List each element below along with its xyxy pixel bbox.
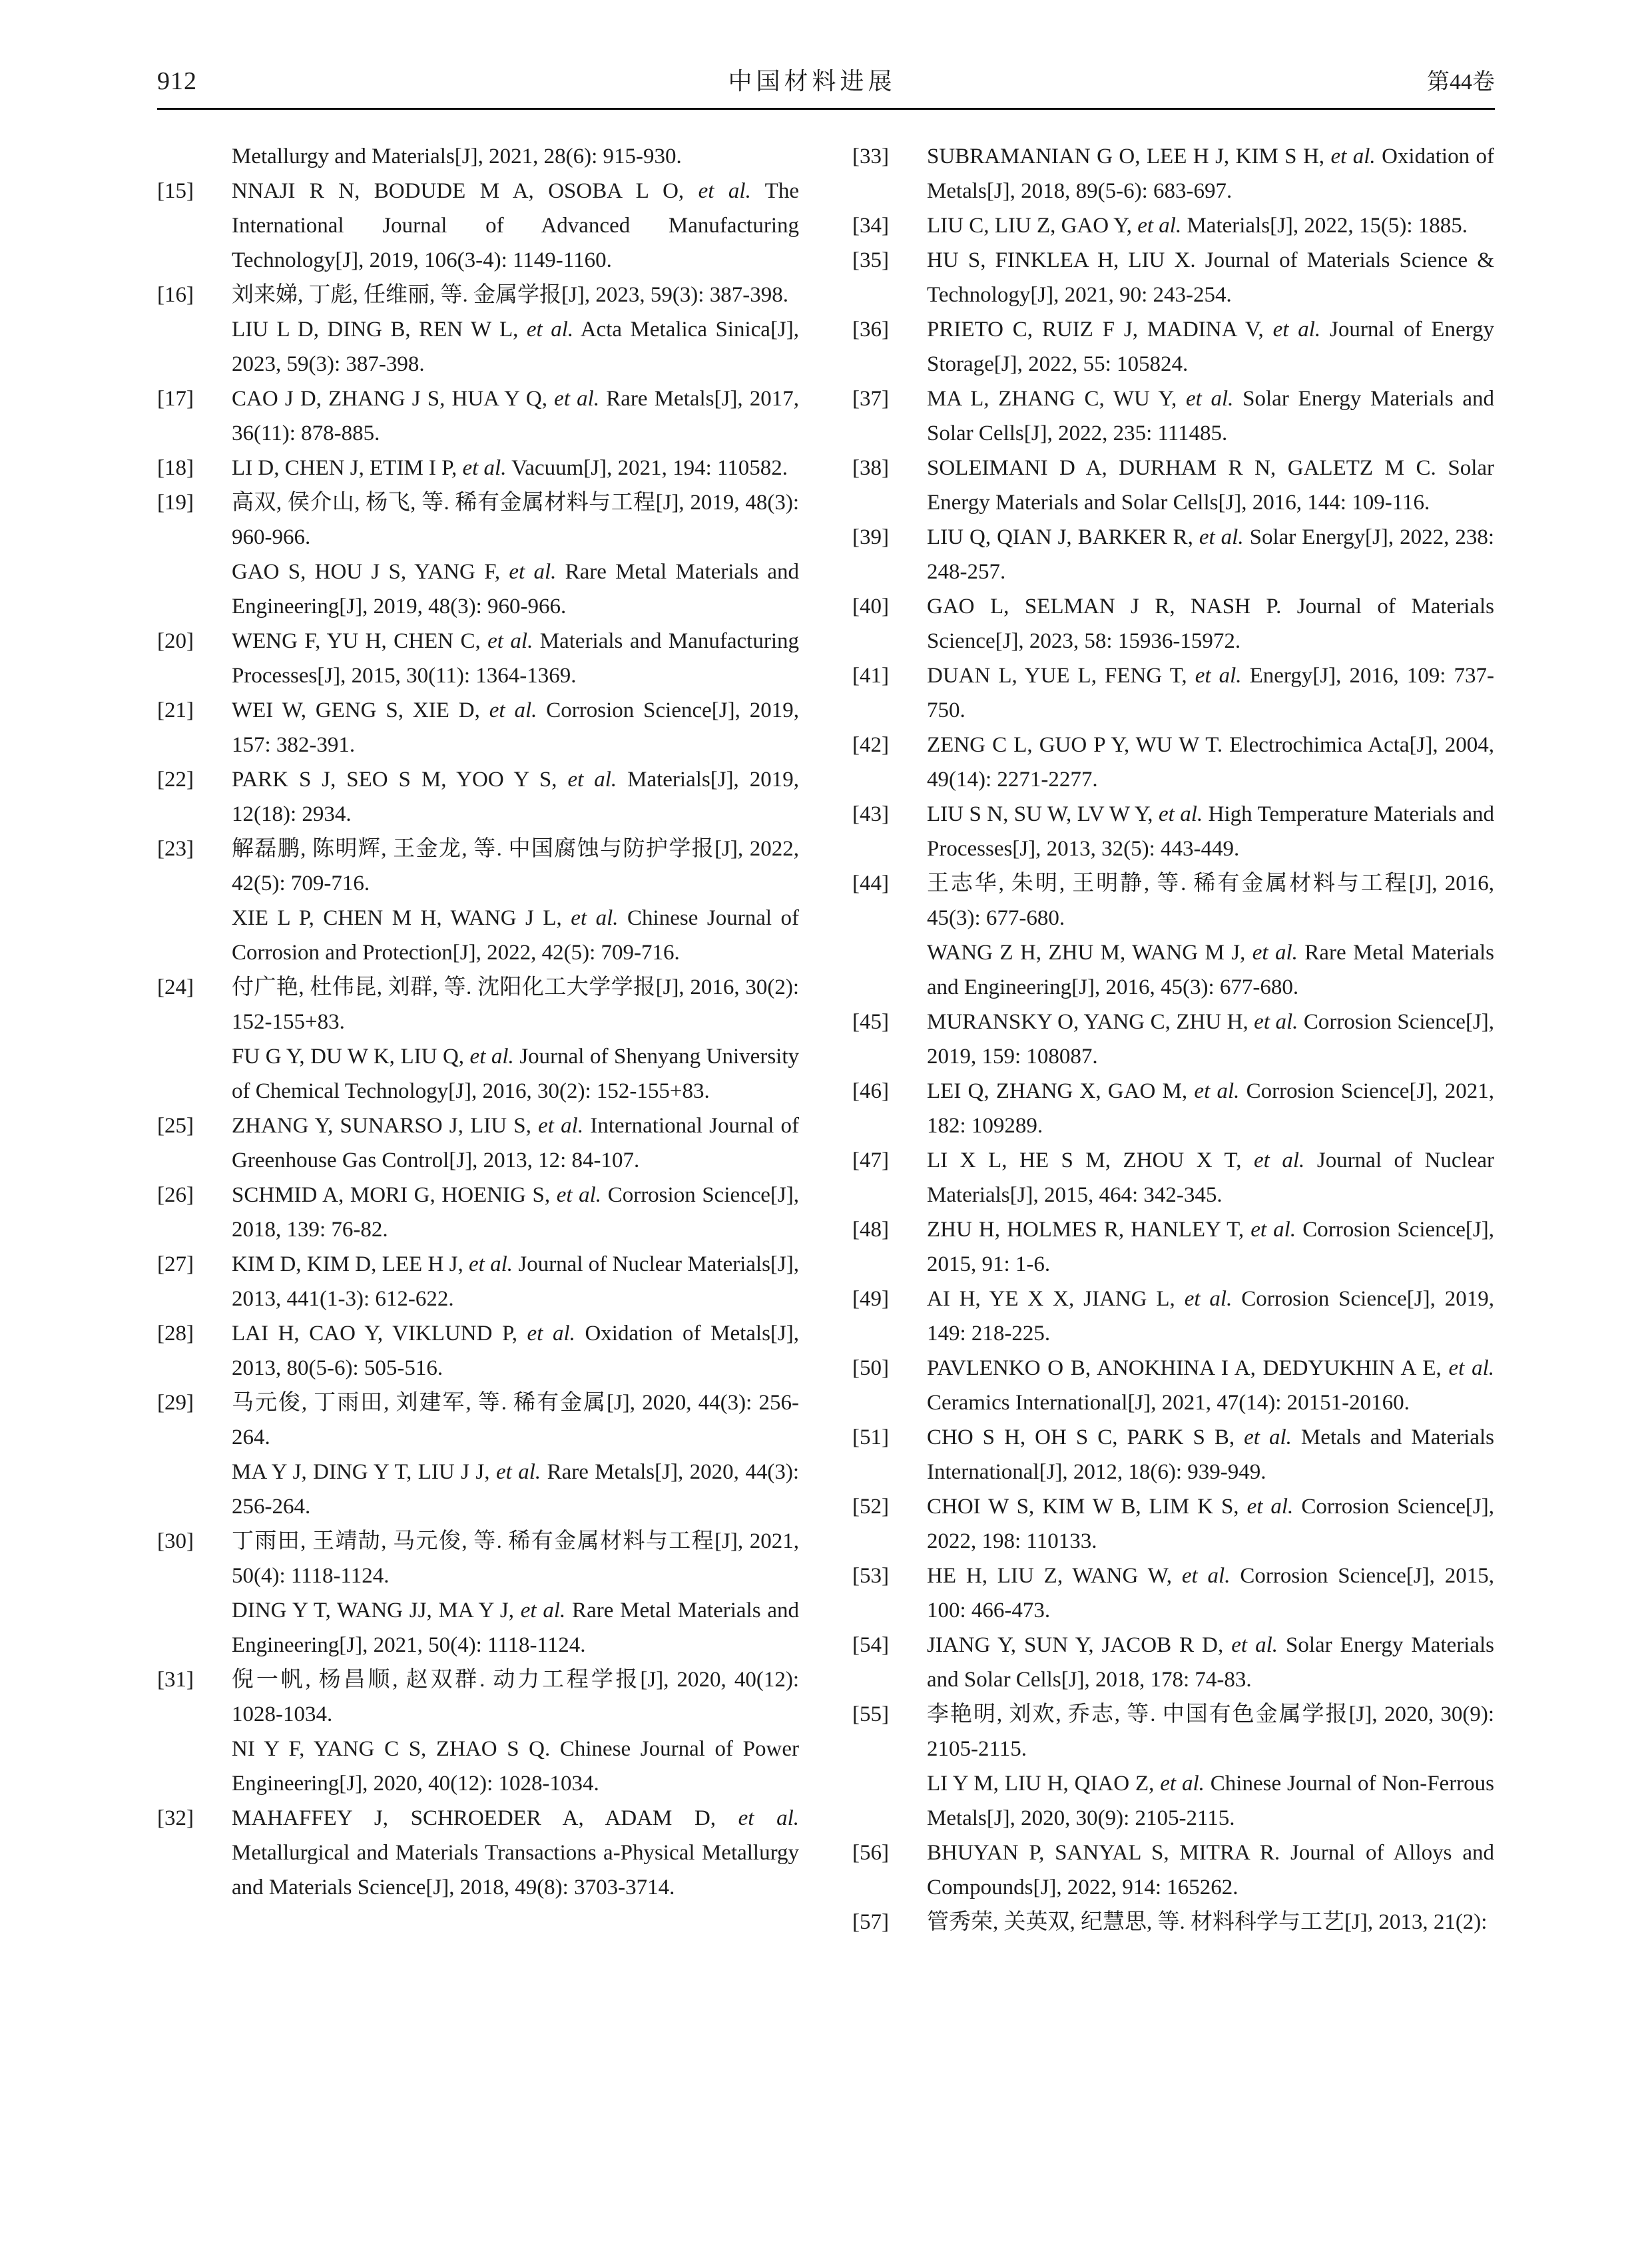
reference-entry (852, 658, 1494, 728)
reference-entry (852, 1005, 1494, 1074)
reference-entry (157, 139, 799, 174)
reference-body (927, 1489, 1494, 1559)
reference-number: [25] (157, 1113, 194, 1138)
reference-body (232, 1109, 799, 1178)
reference-text: LAI H, CAO Y, VIKLUND P, et al. Oxidation of Metals[J], 2013, 80(5-6): 505-516. (232, 1321, 800, 1380)
reference-body (927, 728, 1494, 797)
reference-number: [34] (852, 213, 889, 238)
reference-body (927, 1836, 1494, 1905)
reference-text: LIU L D, DING B, REN W L, et al. Acta Metalica Sinica[J], 2023, 59(3): 387-398. (232, 317, 800, 376)
reference-text: KIM D, KIM D, LEE H J, et al. Journal of Nuclear Materials[J], 2013, 441(1-3): 612-622. (232, 1252, 800, 1311)
reference-text: WENG F, YU H, CHEN C, et al. Materials and Manufacturing Processes[J], 2015, 30(11): 1364-1369. (232, 628, 799, 688)
reference-entry (852, 381, 1494, 451)
reference-body (232, 1662, 799, 1801)
reference-entry (852, 1282, 1494, 1351)
reference-body (232, 693, 799, 762)
reference-body (232, 970, 799, 1109)
reference-text: WANG Z H, ZHU M, WANG M J, et al. Rare Metal Materials and Engineering[J], 2016, 45(3): 677-680. (927, 940, 1495, 999)
reference-entry (852, 1351, 1494, 1420)
reference-entry (157, 1247, 799, 1316)
reference-body (232, 1247, 799, 1316)
reference-entry (157, 451, 799, 485)
header-divider (157, 108, 1495, 110)
reference-text: HU S, FINKLEA H, LIU X. Journal of Materials Science & Technology[J], 2021, 90: 243-254. (927, 248, 1494, 307)
reference-text: MURANSKY O, YANG C, ZHU H, et al. Corrosion Science[J], 2019, 159: 108087. (927, 1009, 1495, 1069)
reference-entry (157, 970, 799, 1109)
reference-text: LIU Q, QIAN J, BARKER R, et al. Solar Energy[J], 2022, 238: 248-257. (927, 525, 1494, 584)
reference-text: 倪一帆, 杨昌顺, 赵双群. 动力工程学报[J], 2020, 40(12): 1028-1034. (232, 1667, 799, 1726)
reference-text: 解磊鹏, 陈明辉, 王金龙, 等. 中国腐蚀与防护学报[J], 2022, 42(5): 709-716. (232, 836, 799, 895)
reference-entry (157, 1801, 799, 1905)
reference-number: [55] (852, 1702, 889, 1726)
reference-text: ZHU H, HOLMES R, HANLEY T, et al. Corrosion Science[J], 2015, 91: 1-6. (927, 1217, 1495, 1276)
reference-number: [17] (157, 386, 194, 411)
reference-entry (852, 312, 1494, 381)
reference-text: 丁雨田, 王靖劼, 马元俊, 等. 稀有金属材料与工程[J], 2021, 50(4): 1118-1124. (232, 1529, 799, 1588)
reference-number: [33] (852, 144, 889, 168)
reference-number: [52] (852, 1494, 889, 1519)
reference-text: WEI W, GENG S, XIE D, et al. Corrosion Science[J], 2019, 157: 382-391. (232, 698, 800, 757)
reference-number: [38] (852, 455, 889, 480)
reference-text: HE H, LIU Z, WANG W, et al. Corrosion Science[J], 2015, 100: 466-473. (927, 1563, 1494, 1622)
reference-number: [31] (157, 1667, 194, 1692)
reference-number: [42] (852, 732, 889, 757)
reference-number: [47] (852, 1148, 889, 1172)
reference-body (232, 139, 799, 174)
reference-number: [21] (157, 698, 194, 722)
reference-entry (852, 1697, 1494, 1836)
reference-entry (157, 1178, 799, 1247)
reference-number: [23] (157, 836, 194, 861)
reference-text: MA L, ZHANG C, WU Y, et al. Solar Energy Materials and Solar Cells[J], 2022, 235: 111485. (927, 386, 1495, 445)
reference-text: NNAJI R N, BODUDE M A, OSOBA L O, et al. The International Journal of Advanced Manufacturing Technology[J], 2019, 106(3-4): 1149-1160. (232, 178, 799, 272)
reference-number: [35] (852, 248, 889, 272)
reference-number: [20] (157, 628, 194, 653)
journal-title: 中国材料进展 (728, 68, 896, 95)
reference-body (927, 1212, 1494, 1282)
reference-text: LI X L, HE S M, ZHOU X T, et al. Journal of Nuclear Materials[J], 2015, 464: 342-345. (927, 1148, 1494, 1207)
reference-number: [37] (852, 386, 889, 411)
reference-number: [41] (852, 663, 889, 688)
reference-text: GAO L, SELMAN J R, NASH P. Journal of Materials Science[J], 2023, 58: 15936-15972. (927, 594, 1494, 653)
reference-entry (157, 762, 799, 832)
reference-body (232, 485, 799, 624)
reference-entry (852, 1212, 1494, 1282)
reference-number: [45] (852, 1009, 889, 1034)
reference-entry (852, 1905, 1494, 1939)
reference-text: SCHMID A, MORI G, HOENIG S, et al. Corrosion Science[J], 2018, 139: 76-82. (232, 1182, 799, 1242)
reference-text: CHO S H, OH S C, PARK S B, et al. Metals and Materials International[J], 2012, 18(6): 939-949. (927, 1425, 1494, 1484)
reference-body (927, 1143, 1494, 1212)
reference-text: ZHANG Y, SUNARSO J, LIU S, et al. International Journal of Greenhouse Gas Control[J], 2013, 12: 84-107. (232, 1113, 800, 1172)
reference-number: [22] (157, 767, 194, 792)
reference-entry (852, 208, 1494, 243)
reference-entry (157, 832, 799, 970)
reference-body (232, 174, 799, 278)
reference-entry (852, 451, 1494, 520)
reference-number: [15] (157, 178, 194, 203)
reference-text: LIU S N, SU W, LV W Y, et al. High Temperature Materials and Processes[J], 2013, 32(5): 443-449. (927, 802, 1495, 861)
reference-entry (852, 728, 1494, 797)
reference-body (927, 589, 1494, 658)
reference-number: [51] (852, 1425, 889, 1449)
reference-text: XIE L P, CHEN M H, WANG J L, et al. Chinese Journal of Corrosion and Protection[J], 2022, 42(5): 709-716. (232, 905, 800, 965)
reference-text: GAO S, HOU J S, YANG F, et al. Rare Metal Materials and Engineering[J], 2019, 48(3): 960-966. (232, 559, 799, 619)
reference-entry (852, 866, 1494, 1005)
reference-number: [54] (852, 1632, 889, 1657)
reference-body (232, 451, 799, 485)
reference-entry (852, 1836, 1494, 1905)
reference-number: [49] (852, 1286, 889, 1311)
reference-text: DING Y T, WANG JJ, MA Y J, et al. Rare Metal Materials and Engineering[J], 2021, 50(4): 1118-1124. (232, 1598, 799, 1657)
reference-number: [29] (157, 1390, 194, 1415)
reference-body (927, 1628, 1494, 1697)
reference-entry (157, 174, 799, 278)
reference-number: [26] (157, 1182, 194, 1207)
references-column-right (852, 139, 1494, 1939)
reference-entry (852, 243, 1494, 312)
reference-entry (157, 1109, 799, 1178)
reference-entry (852, 1074, 1494, 1143)
reference-text: Metallurgy and Materials[J], 2021, 28(6): 915-930. (232, 144, 682, 168)
reference-number: [28] (157, 1321, 194, 1346)
reference-entry (852, 1628, 1494, 1697)
reference-body (927, 1420, 1494, 1489)
reference-number: [19] (157, 490, 194, 515)
reference-number: [24] (157, 975, 194, 999)
reference-text: LEI Q, ZHANG X, GAO M, et al. Corrosion Science[J], 2021, 182: 109289. (927, 1079, 1495, 1138)
reference-body (927, 1005, 1494, 1074)
reference-body (232, 1178, 799, 1247)
reference-body (232, 1316, 799, 1385)
reference-entry (852, 1420, 1494, 1489)
reference-body (927, 208, 1494, 243)
reference-body (232, 1385, 799, 1524)
reference-text: 管秀荣, 关英双, 纪慧思, 等. 材料科学与工艺[J], 2013, 21(2): (927, 1909, 1488, 1934)
reference-body (927, 520, 1494, 589)
reference-body (927, 139, 1494, 208)
reference-entry (157, 1524, 799, 1662)
reference-body (927, 797, 1494, 866)
reference-entry (852, 1489, 1494, 1559)
reference-body (232, 381, 799, 451)
reference-entry (157, 381, 799, 451)
reference-entry (852, 520, 1494, 589)
reference-text: DUAN L, YUE L, FENG T, et al. Energy[J], 2016, 109: 737-750. (927, 663, 1494, 722)
page-number: 912 (157, 67, 197, 95)
reference-body (927, 243, 1494, 312)
reference-text: 高双, 侯介山, 杨飞, 等. 稀有金属材料与工程[J], 2019, 48(3): 960-966. (232, 490, 799, 549)
reference-text: SOLEIMANI D A, DURHAM R N, GALETZ M C. Solar Energy Materials and Solar Cells[J], 2016, 144: 109-116. (927, 455, 1494, 515)
reference-body (927, 1905, 1494, 1939)
reference-number: [43] (852, 802, 889, 826)
reference-body (927, 1074, 1494, 1143)
reference-entry (157, 693, 799, 762)
volume-label: 第44卷 (1426, 70, 1495, 95)
reference-text: SUBRAMANIAN G O, LEE H J, KIM S H, et al. Oxidation of Metals[J], 2018, 89(5-6): 683-697. (927, 144, 1494, 203)
reference-number: [18] (157, 455, 194, 480)
reference-entry (852, 1143, 1494, 1212)
reference-text: 李艳明, 刘欢, 乔志, 等. 中国有色金属学报[J], 2020, 30(9): 2105-2115. (927, 1702, 1494, 1761)
reference-body (927, 866, 1494, 1005)
reference-entry (157, 485, 799, 624)
reference-number: [32] (157, 1806, 194, 1830)
reference-number: [48] (852, 1217, 889, 1242)
reference-body (232, 1801, 799, 1905)
reference-entry (157, 1385, 799, 1524)
reference-body (927, 451, 1494, 520)
reference-number: [46] (852, 1079, 889, 1103)
reference-number: [16] (157, 282, 194, 307)
reference-text: MA Y J, DING Y T, LIU J J, et al. Rare Metals[J], 2020, 44(3): 256-264. (232, 1459, 800, 1519)
reference-entry (157, 1662, 799, 1801)
reference-text: 付广艳, 杜伟昆, 刘群, 等. 沈阳化工大学学报[J], 2016, 30(2): 152-155+83. (232, 975, 799, 1034)
reference-text: ZENG C L, GUO P Y, WU W T. Electrochimica Acta[J], 2004, 49(14): 2271-2277. (927, 732, 1494, 792)
reference-text: FU G Y, DU W K, LIU Q, et al. Journal of Shenyang University of Chemical Technology[J], 2016, 30(2): 152-155+83. (232, 1044, 799, 1103)
reference-number: [44] (852, 871, 889, 895)
reference-entry (852, 139, 1494, 208)
reference-text: PARK S J, SEO S M, YOO Y S, et al. Materials[J], 2019, 12(18): 2934. (232, 767, 799, 826)
reference-body (927, 381, 1494, 451)
reference-body (927, 312, 1494, 381)
references-column-left (157, 139, 799, 1939)
reference-text: JIANG Y, SUN Y, JACOB R D, et al. Solar Energy Materials and Solar Cells[J], 2018, 178: 74-83. (927, 1632, 1495, 1692)
reference-body (927, 658, 1494, 728)
reference-text: LI D, CHEN J, ETIM I P, et al. Vacuum[J], 2021, 194: 110582. (232, 455, 788, 480)
reference-entry (157, 1316, 799, 1385)
reference-body (232, 278, 799, 381)
reference-body (232, 762, 799, 832)
reference-text: PRIETO C, RUIZ F J, MADINA V, et al. Journal of Energy Storage[J], 2022, 55: 105824. (927, 317, 1494, 376)
reference-entry (157, 624, 799, 693)
reference-text: 王志华, 朱明, 王明静, 等. 稀有金属材料与工程[J], 2016, 45(3): 677-680. (927, 871, 1494, 930)
reference-text: AI H, YE X X, JIANG L, et al. Corrosion Science[J], 2019, 149: 218-225. (927, 1286, 1495, 1346)
reference-number: [27] (157, 1252, 194, 1276)
reference-number: [53] (852, 1563, 889, 1588)
reference-text: 马元俊, 丁雨田, 刘建军, 等. 稀有金属[J], 2020, 44(3): 256-264. (232, 1390, 799, 1449)
reference-text: 刘来娣, 丁彪, 任维丽, 等. 金属学报[J], 2023, 59(3): 387-398. (232, 282, 788, 307)
reference-entry (852, 589, 1494, 658)
reference-body (927, 1282, 1494, 1351)
reference-entry (852, 1559, 1494, 1628)
reference-body (927, 1351, 1494, 1420)
reference-text: CAO J D, ZHANG J S, HUA Y Q, et al. Rare Metals[J], 2017, 36(11): 878-885. (232, 386, 800, 445)
reference-text: PAVLENKO O B, ANOKHINA I A, DEDYUKHIN A E, et al. Ceramics International[J], 2021, 47(14): 20151-20160. (927, 1356, 1494, 1415)
reference-body (232, 1524, 799, 1662)
reference-number: [39] (852, 525, 889, 549)
reference-text: LI Y M, LIU H, QIAO Z, et al. Chinese Journal of Non-Ferrous Metals[J], 2020, 30(9): 2105-2115. (927, 1771, 1495, 1830)
reference-entry (852, 797, 1494, 866)
reference-text: NI Y F, YANG C S, ZHAO S Q. Chinese Journal of Power Engineering[J], 2020, 40(12): 1028-1034. (232, 1736, 799, 1796)
reference-entry (157, 278, 799, 381)
reference-body (232, 832, 799, 970)
reference-number: [36] (852, 317, 889, 342)
reference-number: [50] (852, 1356, 889, 1380)
reference-number: [57] (852, 1909, 889, 1934)
references-section (157, 139, 1495, 1939)
reference-body (232, 624, 799, 693)
reference-body (927, 1559, 1494, 1628)
reference-text: CHOI W S, KIM W B, LIM K S, et al. Corrosion Science[J], 2022, 198: 110133. (927, 1494, 1495, 1553)
reference-text: MAHAFFEY J, SCHROEDER A, ADAM D, et al. Metallurgical and Materials Transactions a-Physical Metallurgy and Materials Science[J], 2018, 49(8): 3703-3714. (232, 1806, 799, 1899)
reference-text: LIU C, LIU Z, GAO Y, et al. Materials[J], 2022, 15(5): 1885. (927, 213, 1468, 238)
page-header (157, 67, 1495, 97)
reference-number: [56] (852, 1840, 889, 1865)
reference-body (927, 1697, 1494, 1836)
reference-number: [30] (157, 1529, 194, 1553)
reference-number: [40] (852, 594, 889, 619)
reference-text: BHUYAN P, SANYAL S, MITRA R. Journal of Alloys and Compounds[J], 2022, 914: 165262. (927, 1840, 1494, 1899)
